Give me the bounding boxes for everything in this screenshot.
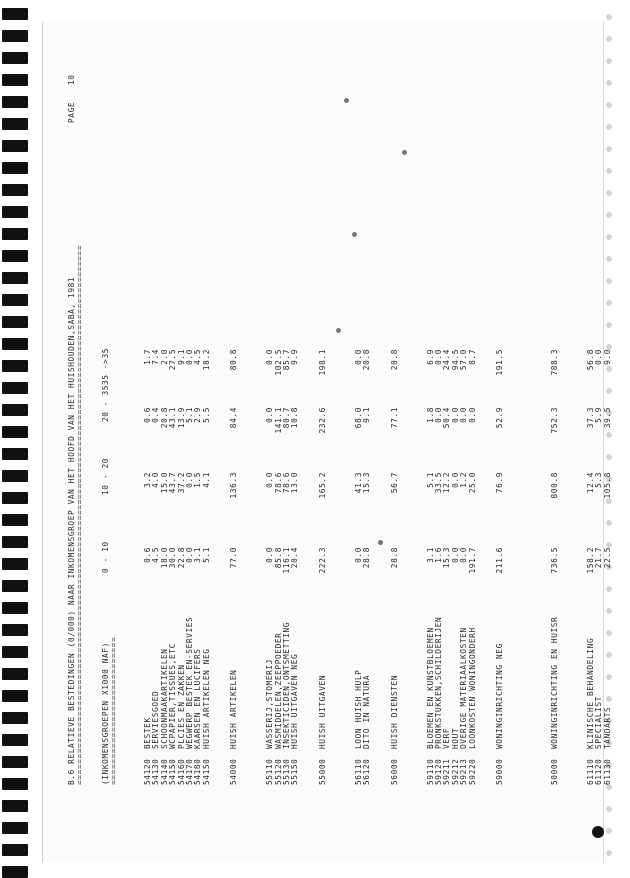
feed-dot — [606, 674, 612, 680]
row-value: 0.0 — [594, 349, 604, 365]
feed-dot — [606, 124, 612, 130]
print-speck — [378, 540, 383, 545]
feed-hole — [2, 756, 28, 768]
feed-hole — [2, 52, 28, 64]
row-value: 3.1 — [193, 547, 203, 563]
row-label: VERF — [442, 727, 452, 749]
row-value: 5.9 — [594, 407, 604, 423]
print-speck — [336, 328, 341, 333]
row-value: 15.3 — [442, 547, 452, 569]
row-code: 59120 — [434, 758, 443, 785]
row-value: 0.0 — [450, 407, 460, 423]
feed-hole — [2, 646, 28, 658]
feed-dot — [606, 652, 612, 658]
row-label: LOON HUISH HULP — [353, 669, 363, 749]
row-value: 105.8 — [602, 472, 612, 499]
row-value: 0.0 — [450, 547, 460, 563]
row-value: 788.3 — [550, 349, 559, 376]
row-value: 5.1 — [185, 407, 194, 423]
feed-hole — [2, 668, 28, 680]
row-value: 0.0 — [467, 407, 477, 423]
row-label: BESTEK — [143, 717, 152, 749]
row-value: 141.1 — [273, 407, 283, 434]
row-value: 5.5 — [201, 407, 211, 423]
row-value: 1.5 — [193, 472, 203, 488]
feed-dot — [606, 322, 612, 328]
row-value: 15.3 — [362, 472, 372, 494]
row-value: 20.8 — [389, 349, 399, 371]
row-value: 30.0 — [168, 547, 178, 569]
row-value: 1.7 — [143, 349, 152, 365]
row-value: 18.0 — [159, 547, 169, 569]
feed-hole — [2, 558, 28, 570]
row-value: 0.0 — [265, 472, 275, 488]
row-value: 158.2 — [586, 547, 595, 574]
row-value: 9.9 — [290, 349, 300, 365]
row-code: 54130 — [151, 758, 161, 785]
feed-hole — [2, 580, 28, 592]
row-label: WONINGINRICHTING NEG — [495, 643, 504, 749]
row-value: 37.3 — [586, 407, 595, 429]
row-value: 25.0 — [467, 472, 477, 494]
row-value: 27.5 — [168, 349, 178, 371]
row-label: HUISH ARTIKELEN — [229, 669, 239, 749]
row-label: WONINGINRICHTING EN HUISR — [550, 616, 559, 749]
feed-hole — [2, 250, 28, 262]
row-label: SCHOONMAAKARTIKELEN — [159, 648, 169, 749]
row-value: 33.5 — [434, 472, 443, 494]
feed-hole — [2, 514, 28, 526]
row-code: 54160 — [176, 758, 186, 785]
row-value: 4.5 — [193, 349, 203, 365]
row-value: 22.5 — [602, 547, 612, 569]
row-label: HUISH ARTIKELEN NEG — [201, 648, 211, 749]
row-value: 28.8 — [389, 547, 399, 569]
row-code: 54120 — [143, 758, 152, 785]
row-code: 61110 — [586, 758, 595, 785]
feed-hole — [2, 624, 28, 636]
row-value: 136.3 — [229, 472, 239, 499]
row-value: 0.0 — [265, 547, 275, 563]
row-value: 0.6 — [143, 547, 152, 563]
row-value: 84.4 — [229, 407, 239, 429]
feed-dot — [606, 36, 612, 42]
row-value: 21.7 — [594, 547, 604, 569]
feed-hole — [2, 140, 28, 152]
row-code: 59220 — [467, 758, 477, 785]
row-value: 85.8 — [273, 547, 283, 569]
row-code: 59110 — [425, 758, 435, 785]
row-value: 6.9 — [425, 349, 435, 365]
row-value: 20.4 — [290, 547, 300, 569]
row-value: 1.8 — [425, 407, 435, 423]
feed-hole — [2, 602, 28, 614]
row-label: PRONKSTUKKEN,SCHILDERIJEN — [434, 616, 443, 749]
rotated-printout — [40, 45, 612, 845]
feed-hole — [2, 316, 28, 328]
row-value: 165.2 — [317, 472, 327, 499]
feed-hole — [2, 74, 28, 86]
row-code: 55150 — [290, 758, 300, 785]
feed-dot — [606, 696, 612, 702]
feed-hole — [2, 206, 28, 218]
row-code: 54140 — [159, 758, 169, 785]
row-value: 2.9 — [193, 407, 203, 423]
feed-hole — [2, 712, 28, 724]
column-header-0-10: 0 - 10 — [101, 541, 110, 573]
row-value: 20.8 — [159, 407, 169, 429]
feed-hole — [2, 822, 28, 834]
row-value: 0.0 — [434, 407, 443, 423]
print-speck — [352, 232, 357, 237]
feed-hole — [2, 448, 28, 460]
row-value: 12.4 — [586, 472, 595, 494]
row-label: HUISH UITGAVEN NEG — [290, 653, 300, 749]
row-value: 80.8 — [229, 349, 239, 371]
feed-hole — [2, 734, 28, 746]
row-value: 4.0 — [151, 472, 161, 488]
row-value: 24.4 — [442, 349, 452, 371]
row-value: 2.0 — [159, 349, 169, 365]
row-value: 211.6 — [495, 547, 504, 574]
row-value: 8.7 — [467, 349, 477, 365]
page-number: 10 — [67, 74, 76, 85]
feed-hole — [2, 162, 28, 174]
row-value: 80.7 — [282, 407, 291, 429]
feed-hole — [2, 470, 28, 482]
row-value: 736.5 — [550, 547, 559, 574]
row-value: 43.7 — [168, 472, 178, 494]
row-value: 78.6 — [273, 472, 283, 494]
row-value: 102.5 — [273, 349, 283, 376]
row-label: WASMIDDELEN,ZEEPPOEDER — [273, 632, 283, 749]
row-value: 191.5 — [495, 349, 504, 376]
feed-hole — [2, 382, 28, 394]
row-value: 232.6 — [317, 407, 327, 434]
feed-hole — [2, 492, 28, 504]
feed-hole — [2, 866, 28, 878]
row-value: 39.5 — [602, 407, 612, 429]
feed-dot — [606, 850, 612, 856]
row-code: 59213 — [459, 758, 469, 785]
column-header-35-plus: 35 ->35 — [101, 347, 110, 385]
row-code: 56000 — [389, 758, 399, 785]
row-label: DITO IN NATURA — [362, 674, 372, 749]
row-code: 54170 — [185, 758, 194, 785]
feed-dot — [606, 168, 612, 174]
row-value: 50.4 — [442, 407, 452, 429]
row-label: WEGWERP BESTEK EN-SERVIES — [185, 616, 194, 749]
feed-dot — [606, 520, 612, 526]
row-value: 56.8 — [586, 349, 595, 371]
row-value: 9.0 — [602, 349, 612, 365]
feed-dot — [606, 256, 612, 262]
column-header-10-20: 10 - 20 — [101, 457, 110, 495]
feed-hole — [2, 184, 28, 196]
row-label: BLOEMEN EN KUNSTBLOEMEN — [425, 627, 435, 749]
row-value: 20.8 — [362, 349, 372, 371]
row-value: 0.0 — [265, 349, 275, 365]
row-value: 78.6 — [282, 472, 291, 494]
row-value: 52.9 — [495, 407, 504, 429]
row-value: 56.7 — [389, 472, 399, 494]
row-code: 61120 — [594, 758, 604, 785]
row-value: 76.9 — [495, 472, 504, 494]
row-label: HOUT — [450, 727, 460, 749]
feed-hole — [2, 118, 28, 130]
page-label: PAGE — [67, 101, 76, 123]
tractor-feed-holes-left — [0, 0, 34, 877]
feed-dot — [606, 608, 612, 614]
row-value: 15.0 — [159, 472, 169, 494]
row-value: 9.1 — [362, 407, 372, 423]
row-value: 0.0 — [459, 407, 469, 423]
report-title: B.6 RELATIEVE BESTEDINGEN (0/000) NAAR INKOMENSGROEP VAN HET HOOFD VAN HET HUISHOUDEN,SABA, 1981 — [67, 276, 76, 785]
row-value: 77.1 — [389, 407, 399, 429]
feed-dot — [606, 454, 612, 460]
row-value: 28.8 — [362, 547, 372, 569]
feed-dot — [606, 212, 612, 218]
row-value: 85.7 — [282, 349, 291, 371]
row-label: LOONKOSTEN WONINGONDERH — [467, 627, 477, 749]
row-label: KLINISCHE BEHANDELING — [586, 637, 595, 749]
feed-dot — [606, 102, 612, 108]
print-speck — [344, 98, 349, 103]
feed-hole — [2, 690, 28, 702]
row-code: 54000 — [229, 758, 239, 785]
row-code: 55120 — [273, 758, 283, 785]
feed-dot — [606, 146, 612, 152]
row-label: SERVIESGOED — [151, 690, 161, 749]
row-value: 0.0 — [450, 472, 460, 488]
print-speck — [402, 150, 407, 155]
row-value: 5.3 — [594, 472, 604, 488]
row-label: TANDARTS — [602, 706, 612, 749]
row-label: WCPAPIER,TISSUES,ETC — [168, 643, 178, 749]
row-code: 54150 — [168, 758, 178, 785]
feed-dot — [606, 14, 612, 20]
row-code: 56110 — [353, 758, 363, 785]
row-code: 59212 — [450, 758, 460, 785]
feed-hole — [2, 8, 28, 20]
row-code: 50000 — [550, 758, 559, 785]
row-value: 4.5 — [151, 547, 161, 563]
row-value: 0.0 — [265, 407, 275, 423]
feed-hole — [2, 272, 28, 284]
row-value: 0.0 — [353, 349, 363, 365]
row-value: 0.4 — [151, 407, 161, 423]
feed-hole — [2, 536, 28, 548]
row-label: PLCIES EN ZAKKEN — [176, 664, 186, 749]
row-value: 57.0 — [459, 349, 469, 371]
row-value: 116.1 — [282, 547, 291, 574]
row-value: 41.3 — [353, 472, 363, 494]
row-label: OVERIGE MATERIAALKOSTEN — [459, 627, 469, 749]
row-value: 3.2 — [143, 472, 152, 488]
row-code: 56120 — [362, 758, 372, 785]
row-value: 0.0 — [185, 472, 194, 488]
row-value: 222.3 — [317, 547, 327, 574]
row-value: 13.0 — [290, 472, 300, 494]
feed-hole — [2, 30, 28, 42]
row-value: 4.1 — [201, 472, 211, 488]
feed-dot — [606, 300, 612, 306]
feed-dot — [606, 234, 612, 240]
row-value: 18.2 — [201, 349, 211, 371]
row-label: WASSERIJ,STOMERIJ — [265, 659, 275, 749]
row-value: 0.0 — [185, 547, 194, 563]
row-label: KAARSEN EN LUCIFERS — [193, 648, 203, 749]
feed-dot — [606, 80, 612, 86]
row-value: 0.0 — [434, 349, 443, 365]
row-value: 5.1 — [201, 547, 211, 563]
feed-hole — [2, 338, 28, 350]
row-label: HUISH UITGAVEN — [317, 674, 327, 749]
row-value: 191.7 — [467, 547, 477, 574]
row-value: 94.5 — [450, 349, 460, 371]
row-value: 0.0 — [353, 547, 363, 563]
feed-dot — [606, 58, 612, 64]
row-value: 0.0 — [459, 547, 469, 563]
row-value: 77.0 — [229, 547, 239, 569]
row-value: 1.2 — [459, 472, 469, 488]
row-value: 752.3 — [550, 407, 559, 434]
feed-hole — [2, 294, 28, 306]
feed-hole — [2, 404, 28, 416]
row-value: 7.4 — [151, 349, 161, 365]
title-rule: ====================================================================================================== — [75, 245, 84, 785]
row-label: INSEKTICIDEN,ONTSMETTING — [282, 621, 291, 749]
row-value: 37.2 — [176, 472, 186, 494]
income-group-rule: ============================ — [109, 636, 118, 785]
row-value: 43.1 — [168, 407, 178, 429]
feed-hole — [2, 800, 28, 812]
row-value: 9.1 — [176, 349, 186, 365]
row-value: 10.8 — [290, 407, 300, 429]
row-code: 55110 — [265, 758, 275, 785]
row-value: 5.1 — [425, 472, 435, 488]
row-value: 13.9 — [176, 407, 186, 429]
row-value: 800.8 — [550, 472, 559, 499]
feed-dot — [606, 806, 612, 812]
row-code: 55130 — [282, 758, 291, 785]
feed-dot — [606, 278, 612, 284]
row-value: 198.1 — [317, 349, 327, 376]
feed-hole — [2, 228, 28, 240]
feed-dot — [606, 630, 612, 636]
row-label: HUISH DIENSTEN — [389, 674, 399, 749]
feed-hole — [2, 360, 28, 372]
row-code: 54150 — [201, 758, 211, 785]
row-value: 0.0 — [185, 349, 194, 365]
row-code: 59000 — [495, 758, 504, 785]
row-value: 22.8 — [176, 547, 186, 569]
row-code: 61130 — [602, 758, 612, 785]
feed-hole — [2, 778, 28, 790]
feed-hole — [2, 96, 28, 108]
feed-hole — [2, 844, 28, 856]
row-value: 1.6 — [434, 547, 443, 563]
income-group-label: (INKOMENSGROEPEN X1000 NAF) — [101, 642, 110, 785]
feed-dot — [606, 190, 612, 196]
feed-hole — [2, 426, 28, 438]
row-value: 12.2 — [442, 472, 452, 494]
row-value: 0.6 — [143, 407, 152, 423]
row-code: 54180 — [193, 758, 203, 785]
row-code: 55000 — [317, 758, 327, 785]
column-header-20-35: 20 - 35 — [101, 384, 110, 422]
row-value: 68.0 — [353, 407, 363, 429]
row-code: 59211 — [442, 758, 452, 785]
row-label: SPECIALIST — [594, 696, 604, 749]
row-value: 3.1 — [425, 547, 435, 563]
feed-dot — [606, 828, 612, 834]
